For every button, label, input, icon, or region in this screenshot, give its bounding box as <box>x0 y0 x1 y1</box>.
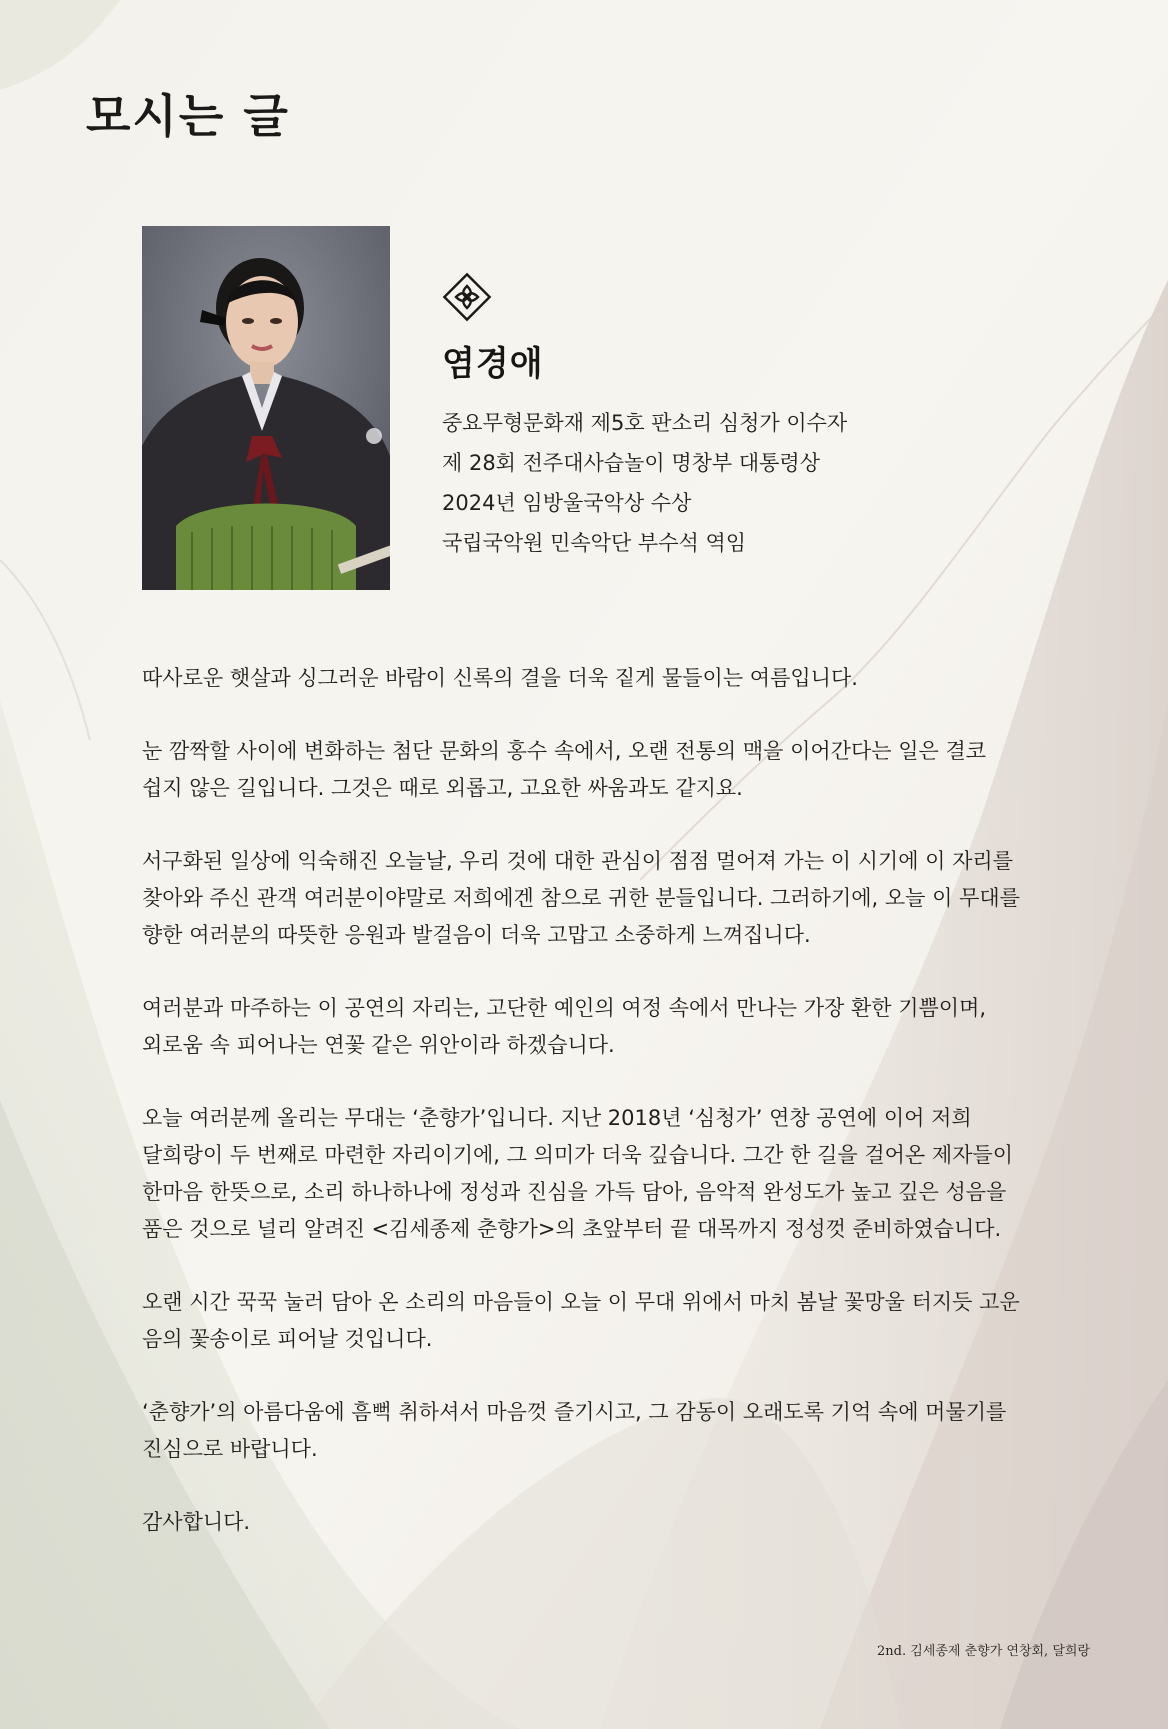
credential-item: 중요무형문화재 제5호 판소리 심청가 이수자 <box>442 411 848 435</box>
page-title: 모시는 글 <box>86 89 290 143</box>
letter-closing: 감사합니다. <box>142 1510 251 1534</box>
profile-section <box>442 272 1002 563</box>
letter-paragraph: 따사로운 햇살과 싱그러운 바람이 신록의 결을 더욱 짙게 물들이는 여름입니다. <box>142 666 858 690</box>
credential-item: 국립국악원 민속악단 부수석 역임 <box>442 531 747 555</box>
letter-paragraph: ‘춘향가’의 아름다움에 흠뻑 취하셔서 마음껏 즐기시고, 그 감동이 오래도록 기억 속에 머물기를 진심으로 바랍니다. <box>142 1400 1007 1461</box>
credentials-list <box>442 403 1002 563</box>
footer-signature: 2nd. 김세종제 춘향가 연창회, 달희랑 <box>876 1644 1090 1659</box>
letter-paragraph: 여러분과 마주하는 이 공연의 자리는, 고단한 예인의 여정 속에서 만나는 가장 환한 기쁨이며, 외로움 속 피어나는 연꽃 같은 위안이라 하겠습니다. <box>142 996 987 1057</box>
letter-body <box>142 660 1022 1577</box>
letter-paragraph: 오랜 시간 꾹꾹 눌러 담아 온 소리의 마음들이 오늘 이 무대 위에서 마치 봄날 꽃망울 터지듯 고운 음의 꽃송이로 피어날 것입니다. <box>142 1290 1020 1351</box>
credential-item: 제 28회 전주대사습놀이 명창부 대통령상 <box>442 451 820 475</box>
portrait-photo <box>142 226 390 590</box>
letter-paragraph: 오늘 여러분께 올리는 무대는 ‘춘향가’입니다. 지난 2018년 ‘심청가’ 연창 공연에 이어 저희 달희랑이 두 번째로 마련한 자리이기에, 그 의미가 더욱 깊습니다. 그간 한 길을 걸어온 제자들이 한마음 한뜻으로, 소리 하나하나에 정성과 진심을 가득 담아, 음악적 완성도가 높고 깊은 성음을 품은 것으로 널리 알려진 <김세종제 춘향가>의 초앞부터 끝 대목까지 정성껏 준비하였습니다. <box>142 1106 1013 1241</box>
letter-paragraph: 눈 깜짝할 사이에 변화하는 첨단 문화의 홍수 속에서, 오랜 전통의 맥을 이어간다는 일은 결코 쉽지 않은 길입니다. 그것은 때로 외롭고, 고요한 싸움과도 같지요. <box>142 739 987 800</box>
flower-diamond-icon <box>442 272 492 322</box>
letter-paragraph: 서구화된 일상에 익숙해진 오늘날, 우리 것에 대한 관심이 점점 멀어져 가는 이 시기에 이 자리를 찾아와 주신 관객 여러분이야말로 저희에겐 참으로 귀한 분들입니다. 그러하기에, 오늘 이 무대를 향한 여러분의 따뜻한 응원과 발걸음이 더욱 고맙고 소중하게 느껴집니다. <box>142 849 1020 947</box>
credential-item: 2024년 임방울국악상 수상 <box>442 491 692 515</box>
artist-name: 염경애 <box>442 344 544 384</box>
